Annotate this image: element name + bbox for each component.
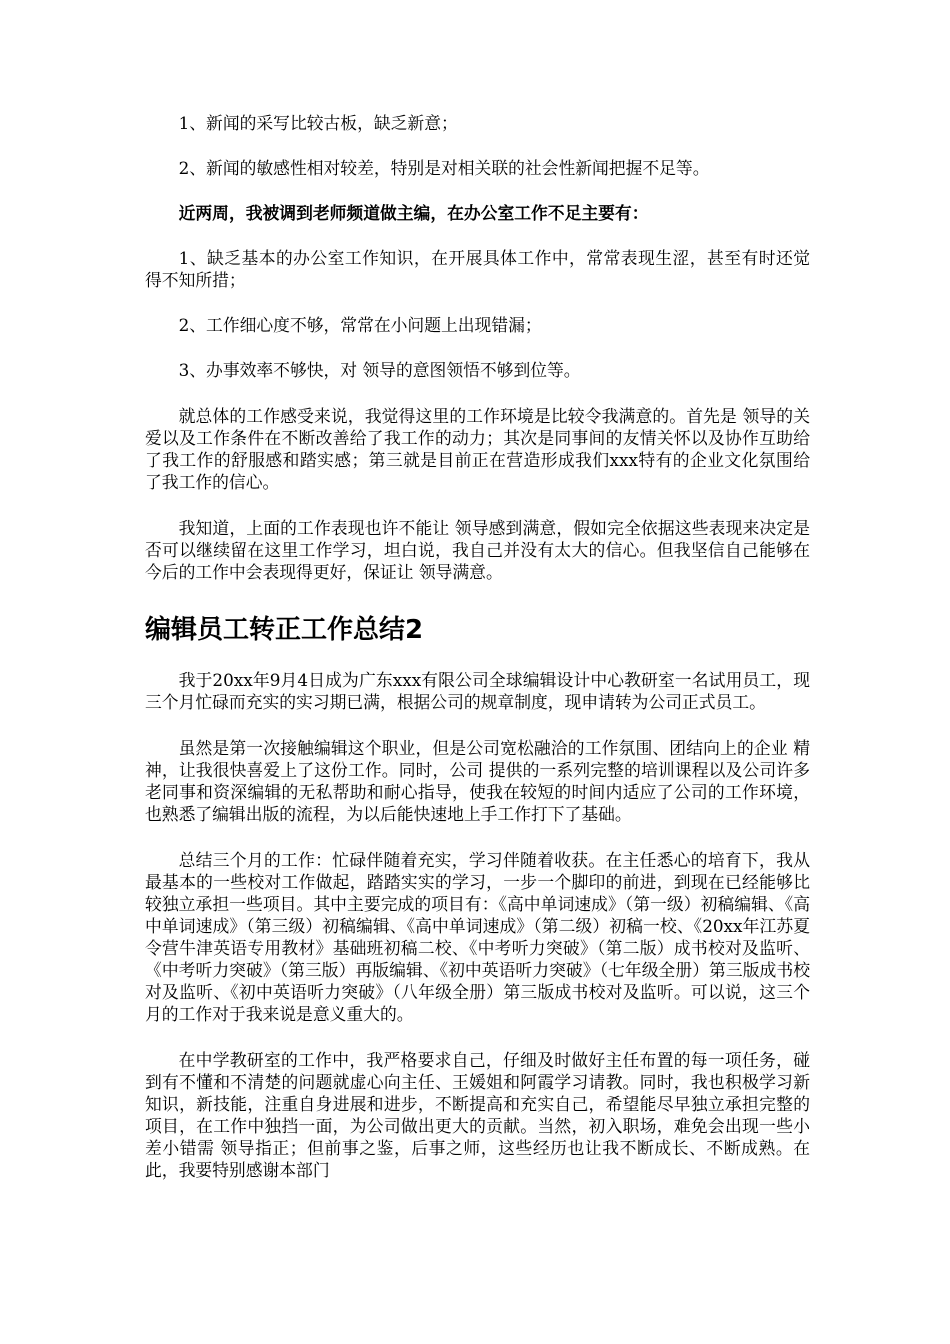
paragraph-overall-feeling: 就总体的工作感受来说，我觉得这里的工作环境是比较令我满意的。首先是 领导的关爱以及工作条件在不断改善给了我工作的动力；其次是同事间的友情关怀以及协作互助给了我工作的舒服感和踏实感；第三就是目前正在营造形成我们xxx特有的企业文化氛围给了我工作的信心。 [145,406,810,492]
paragraph-three-months-summary: 总结三个月的工作：忙碌伴随着充实，学习伴随着收获。在主任悉心的培育下，我从最基本的一些校对工作做起，踏踏实实的学习，一步一个脚印的前进，到现在已经能够比较独立承担一些项目。其中主要完成的项目有：《高中单词速成》（第一级）初稿编辑、《高中单词速成》（第三级）初稿编辑、《高中单词速成》（第二级）初稿一校、《20xx年江苏夏令营牛津英语专用教材》基础班初稿二校、《中考听力突破》（第二版）成书校对及监听、《中考听力突破》（第三版）再版编辑、《初中英语听力突破》（七年级全册）第三版成书校对及监听、《初中英语听力突破》（八年级全册）第三版成书校对及监听。可以说，这三个月的工作对于我来说是意义重大的。 [145,850,810,1024]
paragraph-office-shortcomings-heading: 近两周，我被调到老师频道做主编，在办公室工作不足主要有： [178,203,649,223]
paragraph-office-issue-1: 1、缺乏基本的办公室工作知识，在开展具体工作中，常常表现生涩，甚至有时还觉得不知所措； [145,248,810,290]
paragraph-news-issue-1: 1、新闻的采写比较古板，缺乏新意； [178,113,458,133]
paragraph-news-issue-2: 2、新闻的敏感性相对较差，特别是对相关联的社会性新闻把握不足等。 [178,158,710,178]
paragraph-office-issue-2: 2、工作细心度不够，常常在小问题上出现错漏； [178,315,542,335]
paragraph-research-office-work: 在中学教研室的工作中，我严格要求自己，仔细及时做好主任布置的每一项任务，碰到有不懂和不清楚的问题就虚心向主任、王媛姐和阿霞学习请教。同时，我也积极学习新知识，新技能，注重自身进展和进步，不断提高和充实自己，希望能尽早独立承担完整的项目，在工作中独挡一面，为公司做出更大的贡献。当然，初入职场，难免会出现一些小差小错需 领导指正；但前事之鉴，后事之师，这些经历也让我不断成长、不断成熟。在此，我要特别感谢本部门 [145,1050,810,1180]
section-heading: 编辑员工转正工作总结2 [145,615,424,645]
paragraph-intro: 我于20xx年9月4日成为广东xxx有限公司全球编辑设计中心教研室一名试用员工，现三个月忙碌而充实的实习期已满，根据公司的规章制度，现申请转为公司正式员工。 [145,670,810,712]
paragraph-confidence: 我知道，上面的工作表现也许不能让 领导感到满意，假如完全依据这些表现来决定是否可以继续留在这里工作学习，坦白说，我自己并没有太大的信心。但我坚信自己能够在今后的工作中会表现得更好，保证让 领导满意。 [145,518,810,582]
document-page [145,112,810,1181]
paragraph-first-contact: 虽然是第一次接触编辑这个职业，但是公司宽松融洽的工作氛围、团结向上的企业 精神，让我很快喜爱上了这份工作。同时，公司 提供的一系列完整的培训课程以及公司许多老同事和资深编辑的无私帮助和耐心指导，使我在较短的时间内适应了公司的工作环境，也熟悉了编辑出版的流程，为以后能快速地上手工作打下了基础。 [145,738,810,824]
paragraph-office-issue-3: 3、办事效率不够快，对 领导的意图领悟不够到位等。 [178,360,581,380]
